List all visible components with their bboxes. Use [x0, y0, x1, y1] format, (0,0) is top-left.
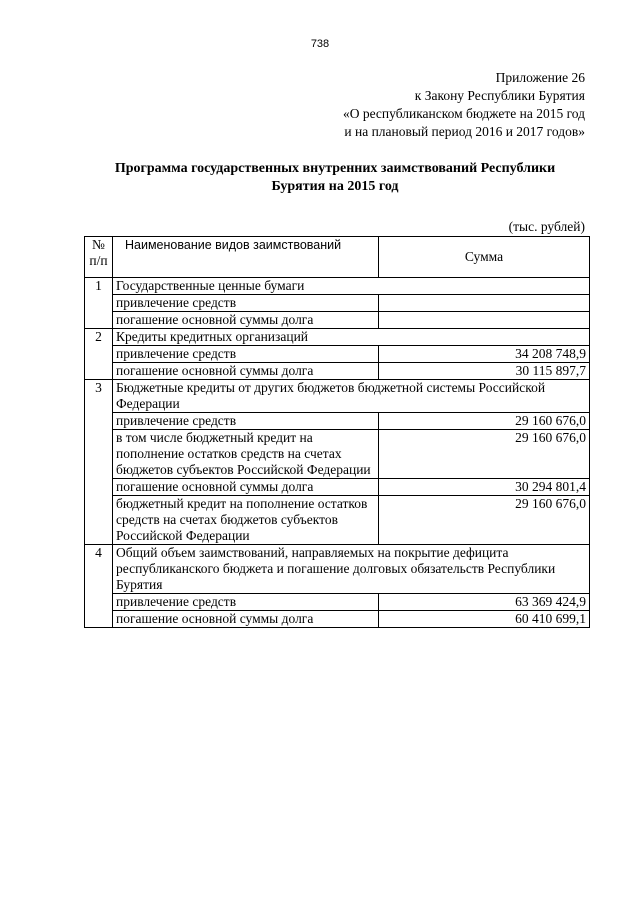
table-row — [85, 295, 590, 312]
appendix-line: и на плановый период 2016 и 2017 годов» — [344, 124, 585, 139]
title-line: Бурятия на 2015 год — [271, 179, 399, 194]
row-amount: 29 160 676,0 — [379, 430, 590, 479]
appendix-line: к Закону Республики Бурятия — [414, 88, 585, 103]
table-row — [85, 430, 590, 479]
table-group-heading-row — [85, 545, 590, 594]
table-row — [85, 496, 590, 545]
header-num: № п/п — [85, 237, 113, 278]
title-line: Программа государственных внутренних заимствований Республики — [114, 161, 556, 176]
table-row — [85, 413, 590, 430]
row-label: бюджетный кредит на пополнение остатков средств на счетах бюджетов субъектов Российской Федерации — [113, 496, 379, 545]
row-label: погашение основной суммы долга — [113, 363, 379, 380]
row-label: погашение основной суммы долга — [113, 312, 379, 329]
row-amount: 60 410 699,1 — [379, 611, 590, 628]
row-label: привлечение средств — [113, 346, 379, 363]
row-number: 2 — [85, 329, 113, 380]
group-heading: Кредиты кредитных организаций — [113, 329, 590, 346]
row-amount: 29 160 676,0 — [379, 496, 590, 545]
table-group-heading-row — [85, 329, 590, 346]
row-label: привлечение средств — [113, 295, 379, 312]
units-note: (тыс. рублей) — [508, 219, 585, 234]
row-amount — [379, 295, 590, 312]
table-row — [85, 363, 590, 380]
row-label: погашение основной суммы долга — [113, 611, 379, 628]
table-header-row — [85, 237, 590, 278]
appendix-line: Приложение 26 — [495, 70, 585, 85]
row-number: 4 — [85, 545, 113, 628]
row-amount: 63 369 424,9 — [379, 594, 590, 611]
group-heading: Государственные ценные бумаги — [113, 278, 590, 295]
row-amount: 34 208 748,9 — [379, 346, 590, 363]
borrowing-table — [84, 236, 590, 628]
table-row — [85, 479, 590, 496]
header-name: Наименование видов заимствований — [113, 237, 379, 278]
table-group-heading-row — [85, 380, 590, 413]
appendix-line: «О республиканском бюджете на 2015 год — [342, 106, 585, 121]
row-label: привлечение средств — [113, 594, 379, 611]
row-label: погашение основной суммы долга — [113, 479, 379, 496]
page-number: 738 — [310, 38, 330, 50]
table-group-heading-row — [85, 278, 590, 295]
table-row — [85, 312, 590, 329]
appendix-header — [343, 69, 585, 141]
group-heading: Общий объем заимствований, направляемых на покрытие дефицита республиканского бюджета и погашение долговых обязательств Республики Бурятия — [113, 545, 590, 594]
row-number: 3 — [85, 380, 113, 545]
row-amount: 29 160 676,0 — [379, 413, 590, 430]
row-label: в том числе бюджетный кредит на пополнение остатков средств на счетах бюджетов субъектов Российской Федерации — [113, 430, 379, 479]
table-row — [85, 611, 590, 628]
row-amount: 30 115 897,7 — [379, 363, 590, 380]
row-amount — [379, 312, 590, 329]
document-title — [80, 160, 590, 196]
header-sum: Сумма — [379, 237, 590, 278]
row-number: 1 — [85, 278, 113, 329]
row-amount: 30 294 801,4 — [379, 479, 590, 496]
table-row — [85, 594, 590, 611]
table-row — [85, 346, 590, 363]
row-label: привлечение средств — [113, 413, 379, 430]
group-heading: Бюджетные кредиты от других бюджетов бюджетной системы Российской Федерации — [113, 380, 590, 413]
